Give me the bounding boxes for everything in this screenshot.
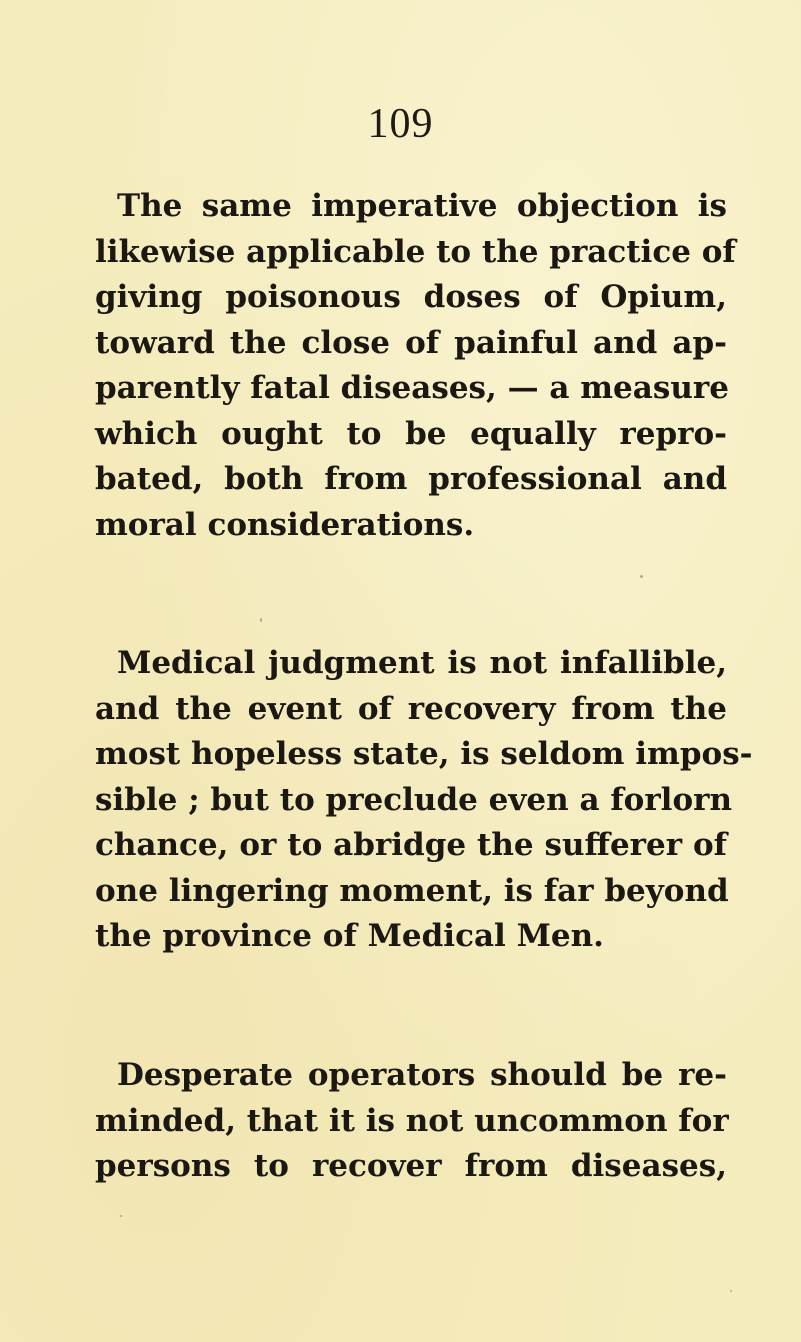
paper-speck xyxy=(260,618,262,622)
text-line: and the event of recovery from the xyxy=(95,690,727,727)
text-line: moral considerations. xyxy=(95,506,475,543)
paragraph-2 xyxy=(95,641,753,960)
text-line: toward the close of painful and ap- xyxy=(95,324,727,361)
paper-speck xyxy=(120,1215,122,1217)
text-line: the province of Medical Men. xyxy=(95,918,604,954)
text-line: persons to recover from diseases, xyxy=(95,1148,727,1184)
text-line: minded, that it is not uncommon for xyxy=(95,1102,729,1139)
page-number: 109 xyxy=(367,101,434,147)
text-line: most hopeless state, is seldom impos- xyxy=(95,736,753,772)
paragraph-1 xyxy=(95,184,736,548)
paragraph-3 xyxy=(95,1053,727,1190)
text-line: sible ; but to preclude even a forlorn xyxy=(95,781,732,818)
text-line: parently fatal diseases, — a measure xyxy=(95,370,729,406)
text-line: one lingering moment, is far beyond xyxy=(95,872,729,909)
text-line: giving poisonous doses of Opium, xyxy=(95,279,727,315)
text-line: which ought to be equally repro- xyxy=(95,415,727,452)
text-line: Desperate operators should be re- xyxy=(117,1057,727,1093)
text-line: likewise applicable to the practice of xyxy=(95,233,736,270)
text-line: Medical judgment is not infallible, xyxy=(117,645,727,681)
paper-speck xyxy=(730,1290,732,1292)
paper-speck xyxy=(640,575,643,578)
text-line: The same imperative objection is xyxy=(117,188,727,224)
text-line: bated, both from professional and xyxy=(95,461,727,497)
text-line: chance, or to abridge the sufferer of xyxy=(95,827,727,863)
